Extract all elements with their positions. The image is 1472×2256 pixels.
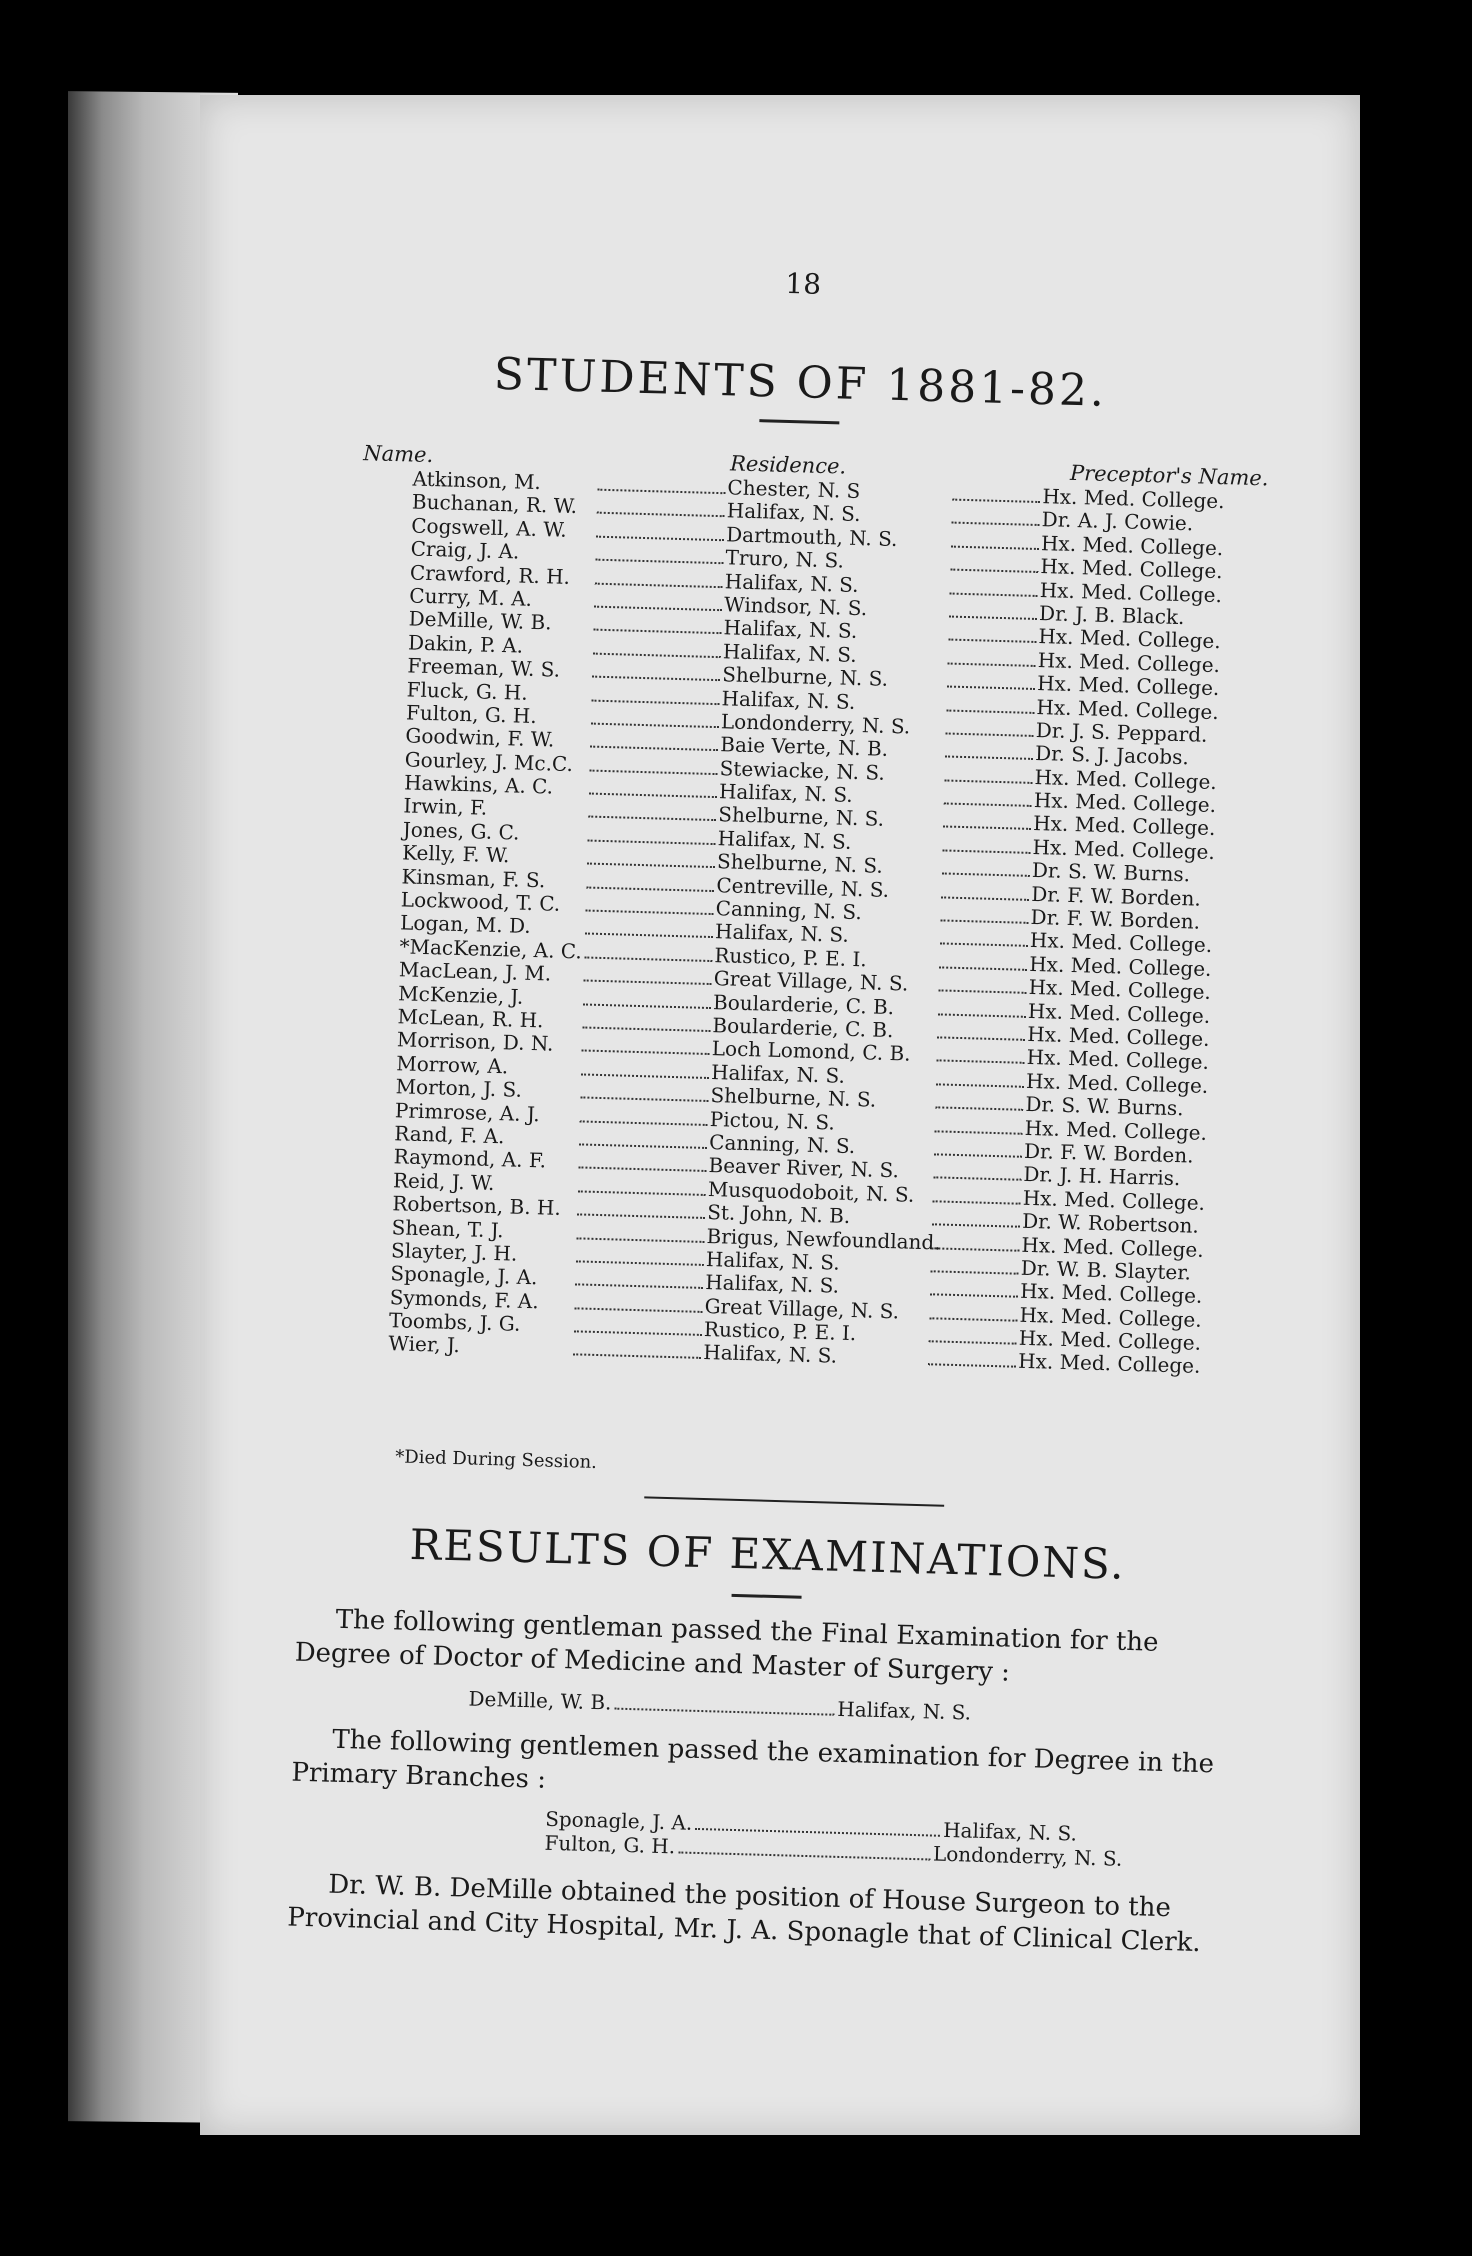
primary-exam-paragraph: The following gentlemen passed the examination for Degree in the Primary Branches : bbox=[291, 1724, 1215, 1795]
student-residence: Dartmouth, N. S. bbox=[725, 522, 898, 551]
leader-dots bbox=[592, 676, 720, 682]
column-header-name: Name. bbox=[362, 441, 434, 468]
student-residence: Halifax, N. S. bbox=[721, 685, 856, 714]
leader-dots bbox=[936, 1083, 1024, 1087]
leader-dots bbox=[952, 499, 1040, 503]
section-rule bbox=[644, 1496, 944, 1506]
student-residence: Shelburne, N. S. bbox=[710, 1083, 877, 1112]
leader-dots bbox=[593, 652, 721, 658]
student-name: Cogswell, A. W. bbox=[410, 513, 568, 542]
student-name: Freeman, W. S. bbox=[407, 653, 561, 682]
student-name: Fluck, G. H. bbox=[406, 676, 529, 705]
student-preceptor: Hx. Med. College. bbox=[1019, 1302, 1203, 1332]
student-name: Buchanan, R. W. bbox=[411, 489, 578, 519]
student-preceptor: Hx. Med. College. bbox=[1042, 484, 1225, 514]
column-header-preceptor: Preceptor's Name. bbox=[1069, 460, 1269, 491]
leader-dots bbox=[580, 1120, 708, 1126]
student-name: Raymond, A. F. bbox=[393, 1144, 547, 1173]
student-preceptor: Hx. Med. College. bbox=[1028, 975, 1212, 1005]
leader-dots bbox=[584, 980, 712, 986]
leader-dots bbox=[585, 933, 713, 939]
student-preceptor: Dr. F. W. Borden. bbox=[1030, 881, 1202, 911]
student-residence: Halifax, N. S. bbox=[718, 779, 854, 807]
student-preceptor: Hx. Med. College. bbox=[1036, 694, 1220, 724]
student-name: Gourley, J. Mc.C. bbox=[404, 747, 574, 776]
student-name: McLean, R. H. bbox=[397, 1004, 544, 1033]
leader-dots bbox=[935, 1106, 1023, 1110]
leader-dots bbox=[576, 1237, 704, 1243]
leader-dots bbox=[678, 1851, 930, 1860]
student-preceptor: Hx. Med. College. bbox=[1029, 928, 1213, 958]
student-residence: Londonderry, N. S. bbox=[720, 709, 911, 739]
student-preceptor: Hx. Med. College. bbox=[1032, 834, 1216, 864]
student-residence: Centreville, N. S. bbox=[716, 872, 890, 902]
student-name: Reid, J. W. bbox=[392, 1167, 495, 1195]
student-residence: Shelburne, N. S. bbox=[721, 662, 889, 691]
student-preceptor: Hx. Med. College. bbox=[1033, 788, 1217, 818]
student-preceptor: Hx. Med. College. bbox=[1034, 764, 1218, 794]
leader-dots bbox=[597, 489, 725, 495]
leader-dots bbox=[579, 1143, 707, 1149]
leader-dots bbox=[580, 1097, 708, 1103]
leader-dots bbox=[944, 803, 1032, 807]
student-preceptor: Hx. Med. College. bbox=[1025, 1068, 1209, 1098]
student-preceptor: Hx. Med. College. bbox=[1024, 1115, 1208, 1145]
leader-dots bbox=[949, 615, 1037, 619]
student-preceptor: Hx. Med. College. bbox=[1027, 1021, 1210, 1051]
student-residence: Great Village, N. S. bbox=[713, 966, 909, 996]
student-name: Logan, M. D. bbox=[399, 910, 532, 939]
leader-dots bbox=[581, 1073, 709, 1079]
student-preceptor: Hx. Med. College. bbox=[1036, 671, 1220, 701]
student-residence: Boularderie, C. B. bbox=[712, 989, 895, 1019]
leader-dots bbox=[931, 1270, 1019, 1274]
leader-dots bbox=[939, 966, 1027, 970]
leader-dots bbox=[586, 886, 714, 892]
leader-dots bbox=[576, 1260, 704, 1266]
leader-dots bbox=[928, 1364, 1016, 1368]
student-residence: Canning, N. S. bbox=[708, 1129, 856, 1159]
leader-dots bbox=[946, 709, 1034, 713]
student-residence: Halifax, N. S. bbox=[704, 1270, 840, 1298]
leader-dots bbox=[941, 896, 1029, 900]
leader-dots bbox=[586, 910, 714, 916]
leader-dots bbox=[948, 662, 1036, 666]
leader-dots bbox=[594, 606, 722, 612]
leader-dots bbox=[940, 919, 1028, 923]
student-residence: Halifax, N. S. bbox=[703, 1340, 838, 1369]
leader-dots bbox=[589, 793, 717, 799]
leader-dots bbox=[588, 839, 716, 845]
student-residence: Great Village, N. S. bbox=[704, 1293, 900, 1324]
student-residence: Rustico, P. E. I. bbox=[703, 1317, 857, 1346]
page-number: 18 bbox=[784, 266, 822, 301]
student-residence: Truro, N. S. bbox=[725, 545, 845, 573]
title-rule bbox=[759, 419, 839, 424]
student-name: Rand, F. A. bbox=[394, 1121, 505, 1149]
students-title: STUDENTS OF 1881-82. bbox=[493, 348, 1108, 417]
leader-dots bbox=[950, 569, 1038, 573]
final-exam-paragraph: The following gentleman passed the Final Examination for the Degree of Doctor of Medicine and Master of Surgery : bbox=[294, 1604, 1159, 1688]
student-name: Morton, J. S. bbox=[395, 1074, 523, 1102]
student-preceptor: Hx. Med. College. bbox=[1039, 577, 1223, 607]
results-title: RESULTS OF EXAMINATIONS. bbox=[409, 1519, 1127, 1589]
leader-dots bbox=[596, 535, 724, 541]
student-name: Crawford, R. H. bbox=[409, 560, 571, 589]
student-name: Curry, M. A. bbox=[409, 583, 533, 611]
student-residence: Boularderie, C. B. bbox=[712, 1013, 894, 1043]
primary-exam-residence: Londonderry, N. S. bbox=[932, 1841, 1123, 1871]
student-name: Kelly, F. W. bbox=[401, 840, 510, 868]
student-preceptor: Hx. Med. College. bbox=[1037, 647, 1221, 677]
student-residence: Halifax, N. S. bbox=[724, 568, 859, 597]
student-preceptor: Hx. Med. College. bbox=[1032, 811, 1216, 841]
student-preceptor: Hx. Med. College. bbox=[1027, 998, 1211, 1028]
leader-dots bbox=[595, 559, 723, 565]
student-residence: Halifax, N. S. bbox=[714, 919, 850, 948]
student-preceptor: Hx. Med. College. bbox=[1017, 1349, 1201, 1379]
student-preceptor: Hx. Med. College. bbox=[1022, 1185, 1206, 1215]
students-table bbox=[388, 466, 1437, 1383]
leader-dots bbox=[934, 1153, 1022, 1157]
student-residence: Rustico, P. E. I. bbox=[714, 942, 868, 972]
results-title-rule bbox=[732, 1594, 802, 1599]
student-preceptor: Dr. W. B. Slayter. bbox=[1020, 1255, 1192, 1285]
leader-dots bbox=[937, 1036, 1025, 1040]
student-preceptor: Hx. Med. College. bbox=[1040, 530, 1224, 560]
leader-dots bbox=[574, 1330, 702, 1336]
student-name: DeMille, W. B. bbox=[408, 606, 552, 635]
student-preceptor: Dr. F. W. Borden. bbox=[1030, 904, 1201, 934]
student-residence: Shelburne, N. S. bbox=[718, 802, 885, 832]
student-preceptor: Hx. Med. College. bbox=[1028, 951, 1212, 981]
leader-dots bbox=[932, 1223, 1020, 1227]
student-preceptor: Dr. J. B. Black. bbox=[1038, 600, 1185, 630]
leader-dots bbox=[946, 732, 1034, 736]
student-residence: Windsor, N. S. bbox=[723, 592, 868, 621]
student-name: Slayter, J. H. bbox=[390, 1238, 518, 1266]
student-preceptor: Dr. J. S. Peppard. bbox=[1035, 717, 1208, 747]
student-name: *MacKenzie, A. C. bbox=[399, 934, 583, 964]
leader-dots bbox=[614, 1708, 834, 1716]
leader-dots bbox=[933, 1177, 1021, 1181]
leader-dots bbox=[578, 1190, 706, 1196]
student-name: Craig, J. A. bbox=[410, 536, 520, 564]
leader-dots bbox=[573, 1354, 701, 1360]
student-residence: Halifax, N. S. bbox=[723, 615, 858, 644]
leader-dots bbox=[951, 545, 1039, 549]
student-preceptor: Dr. A. J. Cowie. bbox=[1041, 507, 1194, 536]
student-name: Morrison, D. N. bbox=[396, 1027, 554, 1057]
student-preceptor: Hx. Med. College. bbox=[1019, 1279, 1203, 1309]
leader-dots bbox=[940, 943, 1028, 947]
leader-dots bbox=[931, 1247, 1019, 1251]
student-residence: Halifax, N. S. bbox=[726, 498, 861, 527]
leader-dots bbox=[575, 1307, 703, 1313]
student-residence: Halifax, N. S. bbox=[710, 1059, 846, 1088]
leader-dots bbox=[937, 1060, 1025, 1064]
leader-dots bbox=[587, 863, 715, 869]
leader-dots bbox=[944, 779, 1032, 783]
student-residence: Loch Lomond, C. B. bbox=[711, 1036, 911, 1066]
leader-dots bbox=[938, 1013, 1026, 1017]
student-preceptor: Hx. Med. College. bbox=[1018, 1325, 1202, 1355]
student-name: Hawkins, A. C. bbox=[403, 770, 554, 799]
footnote: *Died During Session. bbox=[395, 1446, 598, 1474]
leader-dots bbox=[933, 1200, 1021, 1204]
student-preceptor: Dr. S. W. Burns. bbox=[1031, 858, 1191, 887]
student-residence: Stewiacke, N. S. bbox=[719, 755, 886, 785]
leader-dots bbox=[593, 629, 721, 635]
student-name: Morrow, A. bbox=[395, 1051, 509, 1079]
student-preceptor: Hx. Med. College. bbox=[1040, 554, 1223, 584]
student-name: Irwin, F. bbox=[403, 793, 488, 821]
student-residence: Halifax, N. S. bbox=[717, 826, 852, 854]
leader-dots bbox=[945, 756, 1033, 760]
leader-dots bbox=[939, 990, 1027, 994]
leader-dots bbox=[597, 512, 725, 518]
student-name: Symonds, F. A. bbox=[389, 1284, 540, 1314]
leader-dots bbox=[929, 1317, 1017, 1321]
leader-dots bbox=[588, 816, 716, 822]
student-name: Robertson, B. H. bbox=[392, 1191, 562, 1221]
student-name: Dakin, P. A. bbox=[407, 630, 524, 658]
student-name: Fulton, G. H. bbox=[405, 700, 537, 728]
leader-dots bbox=[584, 956, 712, 962]
student-preceptor: Dr. W. Robertson. bbox=[1021, 1208, 1200, 1238]
leader-dots bbox=[952, 522, 1040, 526]
student-residence: Halifax, N. S. bbox=[722, 638, 857, 667]
student-name: McKenzie, J. bbox=[397, 980, 524, 1009]
leader-dots bbox=[947, 686, 1035, 690]
student-residence: Musquodoboit, N. S. bbox=[707, 1176, 915, 1207]
leader-dots bbox=[582, 1050, 710, 1056]
student-residence: Beaver River, N. S. bbox=[708, 1153, 900, 1183]
leader-dots bbox=[591, 699, 719, 705]
student-preceptor: Dr. S. W. Burns. bbox=[1025, 1092, 1184, 1121]
closing-paragraph: Dr. W. B. DeMille obtained the position of House Surgeon to the Provincial and City Hospital, Mr. J. A. Sponagle that of Clinical Clerk. bbox=[286, 1869, 1202, 1959]
leader-dots bbox=[929, 1340, 1017, 1344]
primary-exam-name: Fulton, G. H. bbox=[544, 1830, 676, 1859]
leader-dots bbox=[577, 1213, 705, 1219]
student-residence: Shelburne, N. S. bbox=[716, 849, 884, 879]
leader-dots bbox=[575, 1284, 703, 1290]
primary-exam-residence: Halifax, N. S. bbox=[942, 1817, 1078, 1846]
student-name: Goodwin, F. W. bbox=[405, 723, 555, 752]
leader-dots bbox=[582, 1026, 710, 1032]
final-exam-name: DeMille, W. B. bbox=[468, 1686, 612, 1715]
student-name: Sponagle, J. A. bbox=[390, 1261, 538, 1290]
student-name: Jones, G. C. bbox=[402, 817, 520, 845]
page-content bbox=[172, 79, 1389, 2151]
document-page bbox=[200, 95, 1360, 2135]
student-name: Primrose, A. J. bbox=[394, 1097, 541, 1126]
leader-dots bbox=[590, 746, 718, 752]
student-name: Atkinson, M. bbox=[412, 466, 542, 495]
student-name: Kinsman, F. S. bbox=[401, 863, 546, 892]
final-exam-entry bbox=[468, 1687, 971, 1726]
student-residence: Brigus, Newfoundland. bbox=[706, 1223, 941, 1255]
final-exam-residence: Halifax, N. S. bbox=[837, 1696, 972, 1725]
student-residence: Halifax, N. S. bbox=[705, 1246, 841, 1275]
student-preceptor: Hx. Med. College. bbox=[1021, 1232, 1204, 1262]
primary-exam-name: Sponagle, J. A. bbox=[544, 1806, 693, 1835]
student-residence: Canning, N. S. bbox=[715, 896, 863, 925]
column-header-residence: Residence. bbox=[729, 451, 847, 479]
leader-dots bbox=[591, 722, 719, 728]
student-residence: St. John, N. B. bbox=[706, 1200, 851, 1229]
leader-dots bbox=[942, 873, 1030, 877]
student-name: Wier, J. bbox=[388, 1331, 461, 1358]
leader-dots bbox=[930, 1294, 1018, 1298]
student-preceptor: Dr. S. J. Jacobs. bbox=[1034, 741, 1190, 770]
student-name: Toombs, J. G. bbox=[388, 1308, 521, 1336]
leader-dots bbox=[935, 1130, 1023, 1134]
leader-dots bbox=[950, 592, 1038, 596]
student-residence: Baie Verte, N. B. bbox=[719, 732, 889, 762]
student-preceptor: Hx. Med. College. bbox=[1038, 624, 1221, 654]
leader-dots bbox=[948, 639, 1036, 643]
student-preceptor: Hx. Med. College. bbox=[1026, 1045, 1210, 1075]
student-preceptor: Dr. J. H. Harris. bbox=[1023, 1162, 1181, 1191]
student-preceptor: Dr. F. W. Borden. bbox=[1023, 1138, 1194, 1168]
student-name: Lockwood, T. C. bbox=[400, 887, 561, 916]
leader-dots bbox=[943, 826, 1031, 830]
leader-dots bbox=[578, 1167, 706, 1173]
student-name: Shean, T. J. bbox=[391, 1214, 504, 1242]
leader-dots bbox=[942, 849, 1030, 853]
student-residence: Chester, N. S bbox=[727, 475, 861, 503]
student-name: MacLean, J. M. bbox=[398, 957, 552, 986]
leader-dots bbox=[595, 582, 723, 588]
leader-dots bbox=[590, 769, 718, 775]
leader-dots bbox=[583, 1003, 711, 1009]
student-residence: Pictou, N. S. bbox=[709, 1106, 836, 1135]
